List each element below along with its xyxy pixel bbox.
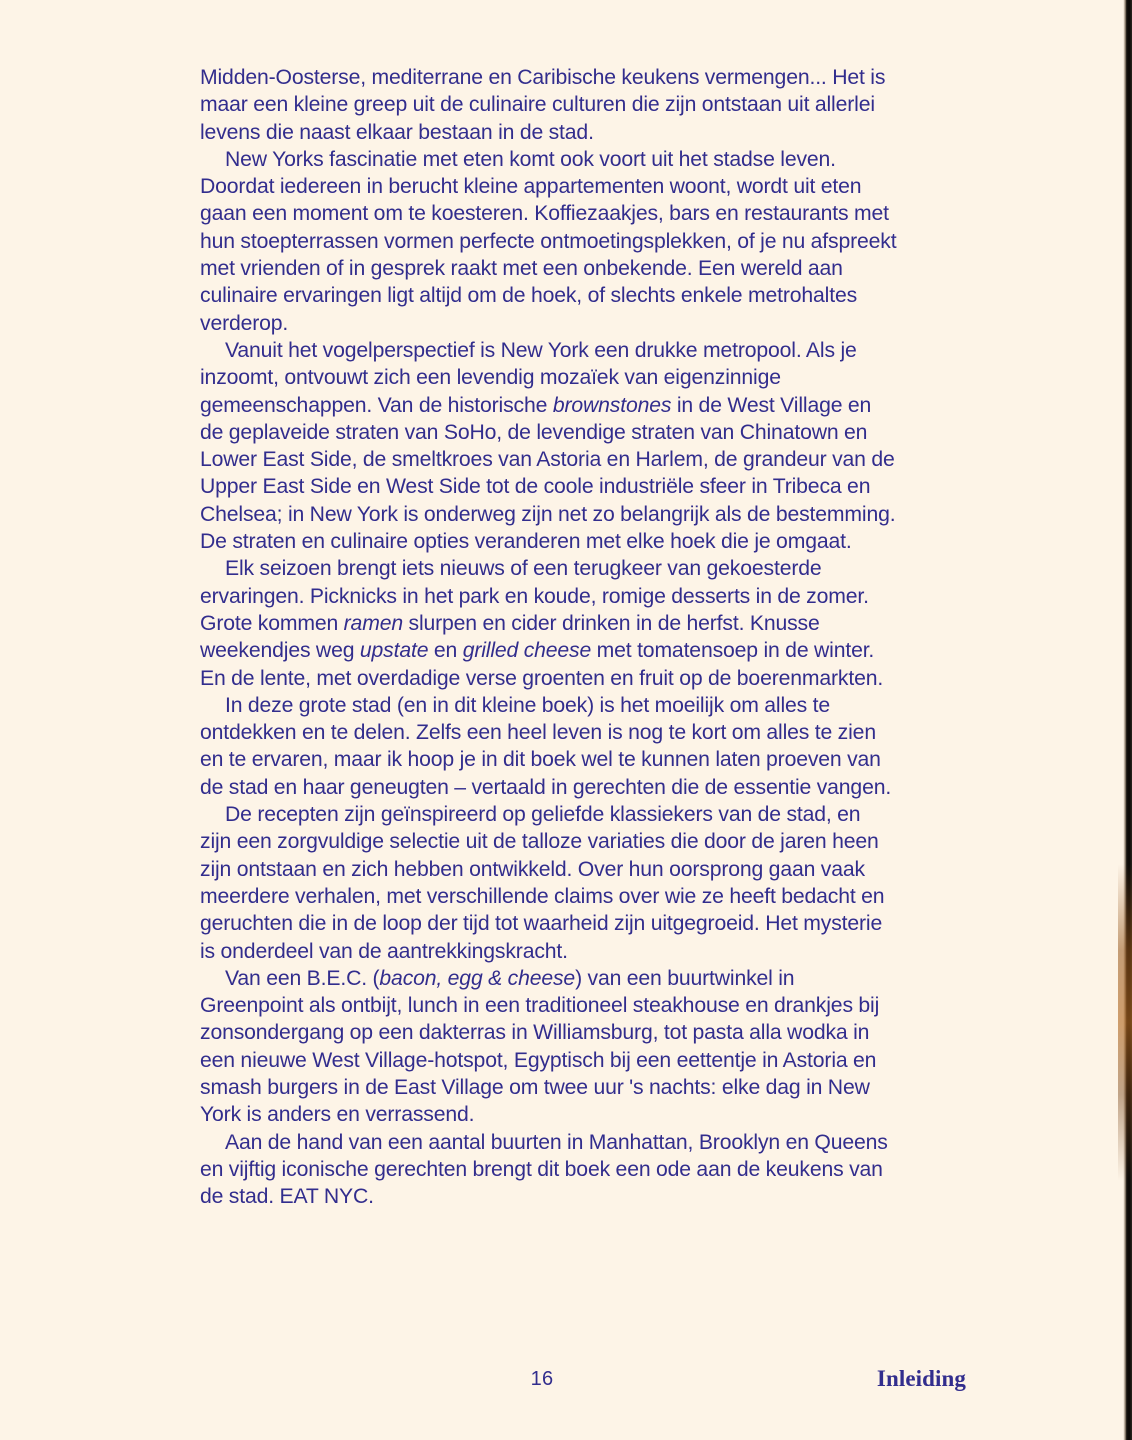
running-head-chapter-title: Inleiding <box>876 1366 966 1391</box>
text-run: in de West Village en de geplaveide straten van SoHo, de levendige straten van Chinatown en Lower East Side, de smeltkroes van Astoria en Harlem, de grandeur van de Upper East Side en West Side tot de coole industriële sfeer in Tribeca en Chelsea; in New York is onderweg zijn net zo belangrijk als de bestemming. De straten en culinaire opties veranderen met elke hoek die je omgaat. <box>200 393 896 554</box>
text-run: met tomatensoep in de winter. En de lente, met overdadige verse groenten en fruit op de boerenmarkten. <box>200 639 884 690</box>
body-paragraph <box>200 965 897 1129</box>
text-run: Vanuit het vogelperspectief is New York een drukke metropool. Als je inzoomt, ontvouwt zich een levendig mozaïek van eigenzinnige gemeenschappen. Van de historische <box>200 338 857 417</box>
body-paragraph <box>200 64 897 146</box>
body-paragraph <box>200 1129 897 1211</box>
emphasis-text: grilled cheese <box>462 639 592 663</box>
page-number: 16 <box>530 1368 554 1390</box>
body-paragraph <box>200 337 897 555</box>
text-run: Elk seizoen brengt iets nieuws of een terugkeer van gekoesterde ervaringen. Picknicks in het park en koude, romige desserts in de zomer. Grote kommen <box>200 557 869 635</box>
body-paragraph <box>200 801 897 965</box>
text-run: en <box>428 639 463 663</box>
text-run: Van een B.E.C. ( <box>225 966 380 990</box>
emphasis-text: upstate <box>359 639 429 663</box>
text-run: Midden-Oosterse, mediterrane en Caribische keukens vermengen... Het is maar een kleine greep uit de culinaire culturen die zijn ontstaan uit allerlei levens die naast elkaar bestaan in de stad. <box>200 66 886 144</box>
emphasis-text: ramen <box>343 611 403 635</box>
emphasis-text: brownstones <box>552 393 672 417</box>
body-paragraph <box>200 555 897 691</box>
text-run: slurpen en cider drinken in de herfst. Knusse weekendjes weg <box>200 611 820 663</box>
body-text-column <box>200 64 897 1210</box>
emphasis-text: bacon, egg & cheese <box>379 966 576 990</box>
text-run: New Yorks fascinatie met eten komt ook voort uit het stadse leven. Doordat iedereen in berucht kleine appartementen woont, wordt uit eten gaan een moment om te koesteren. Koffiezaakjes, bars en restaurants met hun stoepterrassen vormen perfecte ontmoetingsplekken, of je nu afspreekt met vrienden of in gesprek raakt met een onbekende. Een wereld aan culinaire ervaringen ligt altijd om de hoek, of slechts enkele metrohaltes verderop. <box>200 147 897 335</box>
text-run: De recepten zijn geïnspireerd op geliefde klassiekers van de stad, en zijn een zorgvuldige selectie uit de talloze variaties die door de jaren heen zijn ontstaan en zich hebben ontwikkeld. Over hun oorsprong gaan vaak meerdere verhalen, met verschillende claims over wie ze heeft bedacht en geruchten die in de loop der tijd tot waarheid zijn uitgegroeid. Het mysterie is onderdeel van de aantrekkingskracht. <box>200 803 885 963</box>
text-run: Aan de hand van een aantal buurten in Manhattan, Brooklyn en Queens en vijftig iconische gerechten brengt dit boek een ode aan de keukens van de stad. EAT NYC. <box>200 1130 888 1209</box>
text-run: ) van een buurtwinkel in Greenpoint als ontbijt, lunch in een traditioneel steakhouse en drankjes bij zonsondergang op een dakterras in Williamsburg, tot pasta alla wodka in een nieuwe West Village-hotspot, Egyptisch bij een eettentje in Astoria en smash burgers in de East Village om twee uur 's nachts: elke dag in New York is anders en verrassend. <box>200 966 880 1127</box>
body-paragraph <box>200 146 897 337</box>
body-paragraph <box>200 692 897 801</box>
page-footer <box>200 1368 1030 1400</box>
text-run: In deze grote stad (en in dit kleine boek) is het moeilijk om alles te ontdekken en te delen. Zelfs een heel leven is nog te kort om alles te zien en te ervaren, maar ik hoop je in dit boek wel te kunnen laten proeven van de stad en haar geneugten – vertaald in gerechten die de essentie vangen. <box>200 693 892 799</box>
page-edge-shadow <box>1118 0 1132 1440</box>
